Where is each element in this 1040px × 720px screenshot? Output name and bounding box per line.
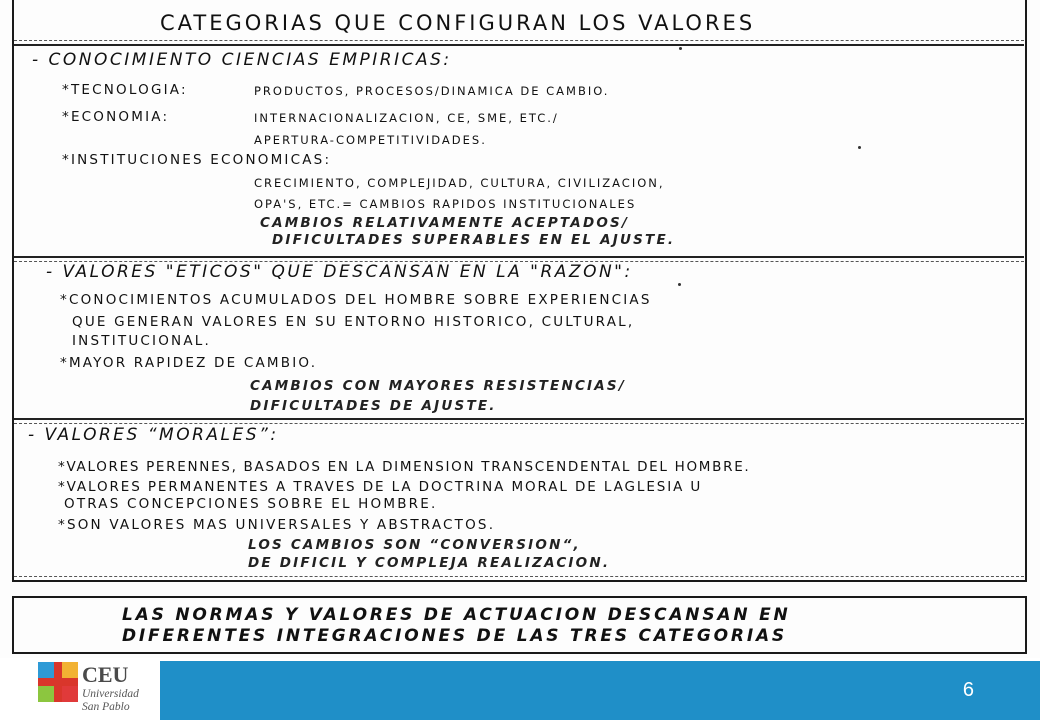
page-number: 6 bbox=[962, 679, 974, 701]
brand-line-1: Universidad bbox=[82, 688, 139, 700]
section-note-3a: LOS CAMBIOS SON “CONVERSION“, bbox=[248, 537, 581, 553]
section-note-1b: DIFICULTADES SUPERABLES EN EL AJUSTE. bbox=[272, 232, 676, 248]
section-3-line-3: OTRAS CONCEPCIONES SOBRE EL HOMBRE. bbox=[64, 496, 438, 512]
section-note-3b: DE DIFICIL Y COMPLEJA REALIZACION. bbox=[248, 555, 611, 571]
item-detail-instituciones-1: CRECIMIENTO, COMPLEJIDAD, CULTURA, CIVILIZACION, bbox=[254, 176, 665, 190]
section-note-2b: DIFICULTADES DE AJUSTE. bbox=[250, 398, 497, 414]
section-3-line-1: *VALORES PERENNES, BASADOS EN LA DIMENSION TRANSCENDENTAL DEL HOMBRE. bbox=[58, 459, 751, 475]
footer-bar bbox=[160, 661, 1040, 720]
item-detail-instituciones-2: OPA'S, ETC.= CAMBIOS RAPIDOS INSTITUCIONALES bbox=[254, 197, 637, 211]
item-detail-economia-1: INTERNACIONALIZACION, CE, SME, ETC./ bbox=[254, 111, 559, 125]
section-note-1a: CAMBIOS RELATIVAMENTE ACEPTADOS/ bbox=[260, 215, 630, 231]
page-title: CATEGORIAS QUE CONFIGURAN LOS VALORES bbox=[160, 11, 756, 35]
section-3-line-4: *SON VALORES MAS UNIVERSALES Y ABSTRACTOS. bbox=[58, 517, 496, 533]
section-2-line-2: QUE GENERAN VALORES EN SU ENTORNO HISTORICO, CULTURAL, bbox=[72, 314, 635, 330]
item-label-economia: *ECONOMIA: bbox=[62, 109, 170, 125]
item-label-instituciones: *INSTITUCIONES ECONOMICAS: bbox=[62, 152, 332, 168]
conclusion-line-1: LAS NORMAS Y VALORES DE ACTUACION DESCANSAN EN bbox=[122, 605, 791, 625]
section-3-line-2: *VALORES PERMANENTES A TRAVES DE LA DOCTRINA MORAL DE LAGLESIA U bbox=[58, 479, 703, 495]
brand-name: CEU bbox=[82, 662, 129, 687]
section-2-line-3: INSTITUCIONAL. bbox=[72, 333, 211, 349]
conclusion-line-2: DIFERENTES INTEGRACIONES DE LAS TRES CATEGORIAS bbox=[122, 626, 787, 646]
section-heading-morales: - VALORES “MORALES”: bbox=[28, 425, 279, 445]
item-label-tecnologia: *TECNOLOGIA: bbox=[62, 82, 188, 98]
section-2-line-1: *CONOCIMIENTOS ACUMULADOS DEL HOMBRE SOBRE EXPERIENCIAS bbox=[60, 292, 652, 308]
item-detail-economia-2: APERTURA-COMPETITIVIDADES. bbox=[254, 133, 487, 147]
ceu-emblem-icon bbox=[38, 662, 78, 702]
brand-line-2: San Pablo bbox=[82, 701, 130, 713]
section-heading-empiricas: - CONOCIMIENTO CIENCIAS EMPIRICAS: bbox=[32, 50, 452, 70]
section-2-line-4: *MAYOR RAPIDEZ DE CAMBIO. bbox=[60, 355, 318, 371]
section-heading-eticos: - VALORES "ETICOS" QUE DESCANSAN EN LA "RAZON": bbox=[46, 262, 633, 282]
section-note-2a: CAMBIOS CON MAYORES RESISTENCIAS/ bbox=[250, 378, 626, 394]
item-detail-tecnologia: PRODUCTOS, PROCESOS/DINAMICA DE CAMBIO. bbox=[254, 84, 610, 98]
ceu-logo bbox=[36, 660, 156, 718]
